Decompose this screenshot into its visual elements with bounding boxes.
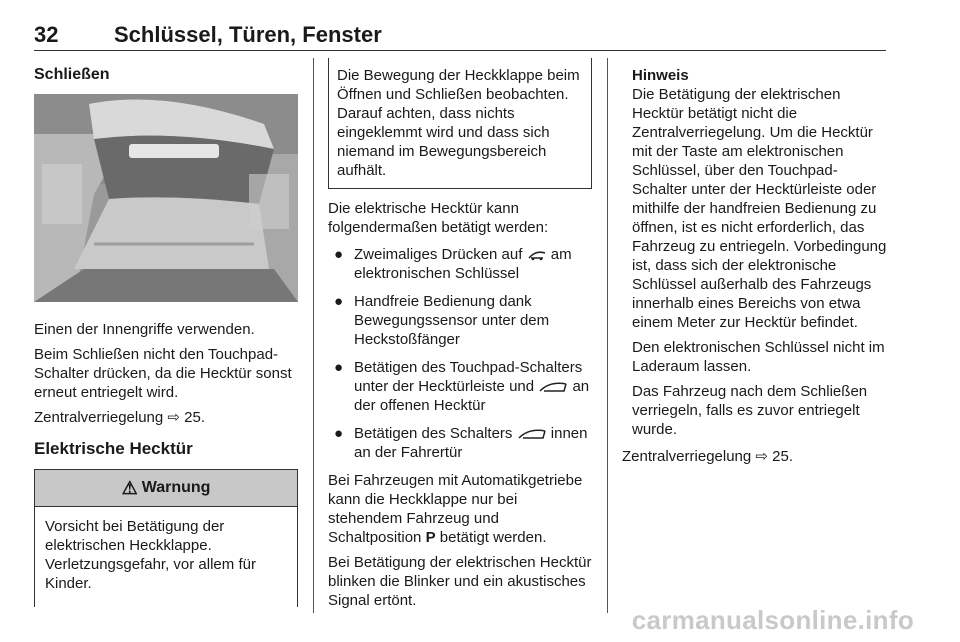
column-divider [607, 58, 608, 613]
page-number: 32 [34, 22, 59, 47]
operation-list [328, 245, 592, 462]
hint-paragraph: Den elektronischen Schlüssel nicht im Laderaum lassen. [632, 339, 885, 375]
list-item: ● Handfreie Bedienung dank Bewegungssensor unter dem Heckstoßfänger [334, 293, 550, 348]
page-header [34, 20, 886, 51]
warning-box-continued [328, 58, 592, 189]
list-item: ● Betätigen des Touchpad-Schalters unter der Hecktürleiste und an der offenen Hecktür [334, 359, 590, 414]
tailgate-icon [538, 381, 568, 393]
gear-position: P [425, 529, 436, 546]
warning-box [34, 469, 298, 607]
column-divider [313, 58, 314, 613]
warning-title: Warnung [141, 479, 211, 496]
tailgate-key-icon [527, 249, 547, 261]
hint-title: Hinweis [632, 67, 689, 84]
column-2 [328, 58, 592, 616]
cross-reference: Zentralverriegelung ⇨ 25. [622, 448, 793, 465]
warning-text: Vorsicht bei Betätigung der elektrischen Heckklappe. Verletzungsgefahr, vor allem für Kinder. [45, 518, 256, 592]
column-1 [34, 62, 298, 607]
section-heading: Elektrische Hecktür [34, 439, 193, 458]
paragraph: Die elektrische Hecktür kann folgendermaßen betätigt werden: [328, 200, 549, 236]
column-3 [622, 66, 890, 472]
page-title: Schlüssel, Türen, Fenster [114, 22, 382, 47]
caution-text: Die Bewegung der Heckklappe beim Öffnen und Schließen beobachten. Darauf achten, dass nichts eingeklemmt wird und dass sich niemand im Bewegungsbereich aufhält. [337, 67, 580, 179]
tailgate-photo [34, 94, 298, 302]
paragraph: Bei Fahrzeugen mit Automatikgetriebe kann die Heckklappe nur bei stehendem Fahrzeug und Schaltposition P betätigt werden. [328, 472, 583, 546]
warning-triangle-icon: ⚠ [121, 477, 138, 498]
cross-reference: Zentralverriegelung ⇨ 25. [34, 409, 205, 426]
paragraph: Bei Betätigung der elektrischen Hecktür blinken die Blinker und ein akustisches Signal ertönt. [328, 554, 592, 609]
warning-body [35, 507, 297, 607]
list-item: ● Betätigen des Schalters innen an der Fahrertür [334, 425, 588, 461]
warning-header [35, 470, 297, 507]
paragraph: Beim Schließen nicht den Touchpad-Schalter drücken, da die Hecktür sonst erneut entriegelt wird. [34, 346, 292, 401]
hint-paragraph: Das Fahrzeug nach dem Schließen verriegeln, falls es zuvor entriegelt wurde. [632, 383, 868, 438]
list-item: ● Zweimaliges Drücken auf am elektronischen Schlüssel [334, 246, 572, 282]
watermark: carmanualsonline.info [631, 605, 914, 635]
paragraph: Einen der Innengriffe verwenden. [34, 321, 255, 338]
subheading-closing: Schließen [34, 66, 110, 83]
hint-paragraph: Die Betätigung der elektrischen Hecktür betätigt nicht die Zentralverriegelung. Um die Hecktür mit der Taste am elektronischen Schlüssel, über den Touchpad-Schalter unter der Hecktürleiste oder mithilfe der handfreien Bedienung zu öffnen, ist es nicht erforderlich, das Fahrzeug zu entriegeln. Vorbedingung ist, dass sich der elektronische Schlüssel außerhalb des Fahrzeugs innerhalb eines Bereichs von etwa einem Meter zur Hecktür befindet. [632, 86, 887, 331]
tailgate-icon [517, 428, 547, 440]
